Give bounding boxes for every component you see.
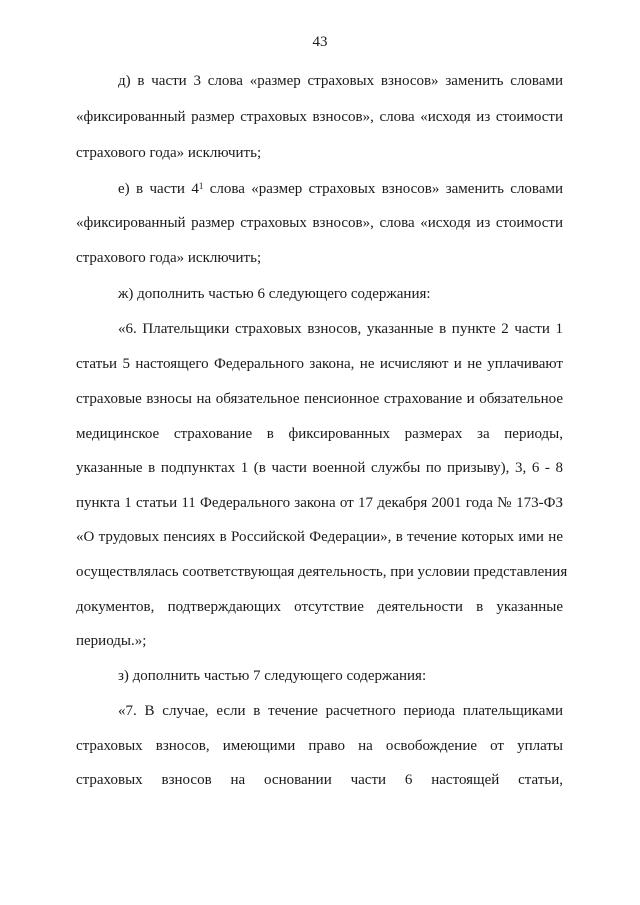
text-line: «7. В случае, если в течение расчетного периода плательщиками	[118, 703, 563, 719]
text-line: медицинское страхование в фиксированных размерах за периоды,	[76, 426, 563, 442]
text-line: документов, подтверждающих отсутствие деятельности в указанные	[76, 599, 563, 615]
text-line: з) дополнить частью 7 следующего содержания:	[118, 668, 427, 684]
page-number: 43	[312, 34, 328, 50]
text-line: периоды.»;	[76, 633, 147, 649]
text-line: «6. Плательщики страховых взносов, указанные в пункте 2 части 1	[118, 321, 563, 337]
text-line: «фиксированный размер страховых взносов», слова «исходя из стоимости	[76, 109, 563, 125]
text-line: «фиксированный размер страховых взносов», слова «исходя из стоимости	[76, 215, 563, 231]
text-line: страховые взносы на обязательное пенсионное страхование и обязательное	[76, 391, 563, 407]
text-line: страховых взносов на основании части 6 настоящей статьи,	[76, 772, 563, 788]
text-fragment: слова «размер страховых взносов» заменить словами	[203, 181, 563, 197]
text-line: д) в части 3 слова «размер страховых взносов» заменить словами	[118, 73, 563, 89]
text-line: страхового года» исключить;	[76, 145, 262, 161]
text-line: указанные в подпунктах 1 (в части военной службы по призыву), 3, 6 - 8	[76, 460, 563, 476]
text-line: ж) дополнить частью 6 следующего содержания:	[118, 286, 431, 302]
text-line: пункта 1 статьи 11 Федерального закона от 17 декабря 2001 года № 173-ФЗ	[76, 495, 563, 511]
text-line: статьи 5 настоящего Федерального закона, не исчисляют и не уплачивают	[76, 356, 563, 372]
superscript: 1	[198, 181, 204, 191]
text-line: «О трудовых пенсиях в Российской Федерации», в течение которых ими не	[76, 529, 563, 545]
text-line: осуществлялась соответствующая деятельность, при условии представления	[76, 564, 568, 580]
text-fragment: е) в части 4	[118, 181, 199, 197]
text-line: страховых взносов, имеющими право на освобождение от уплаты	[76, 738, 563, 754]
text-line: страхового года» исключить;	[76, 250, 262, 266]
text-line-with-superscript	[118, 180, 563, 198]
